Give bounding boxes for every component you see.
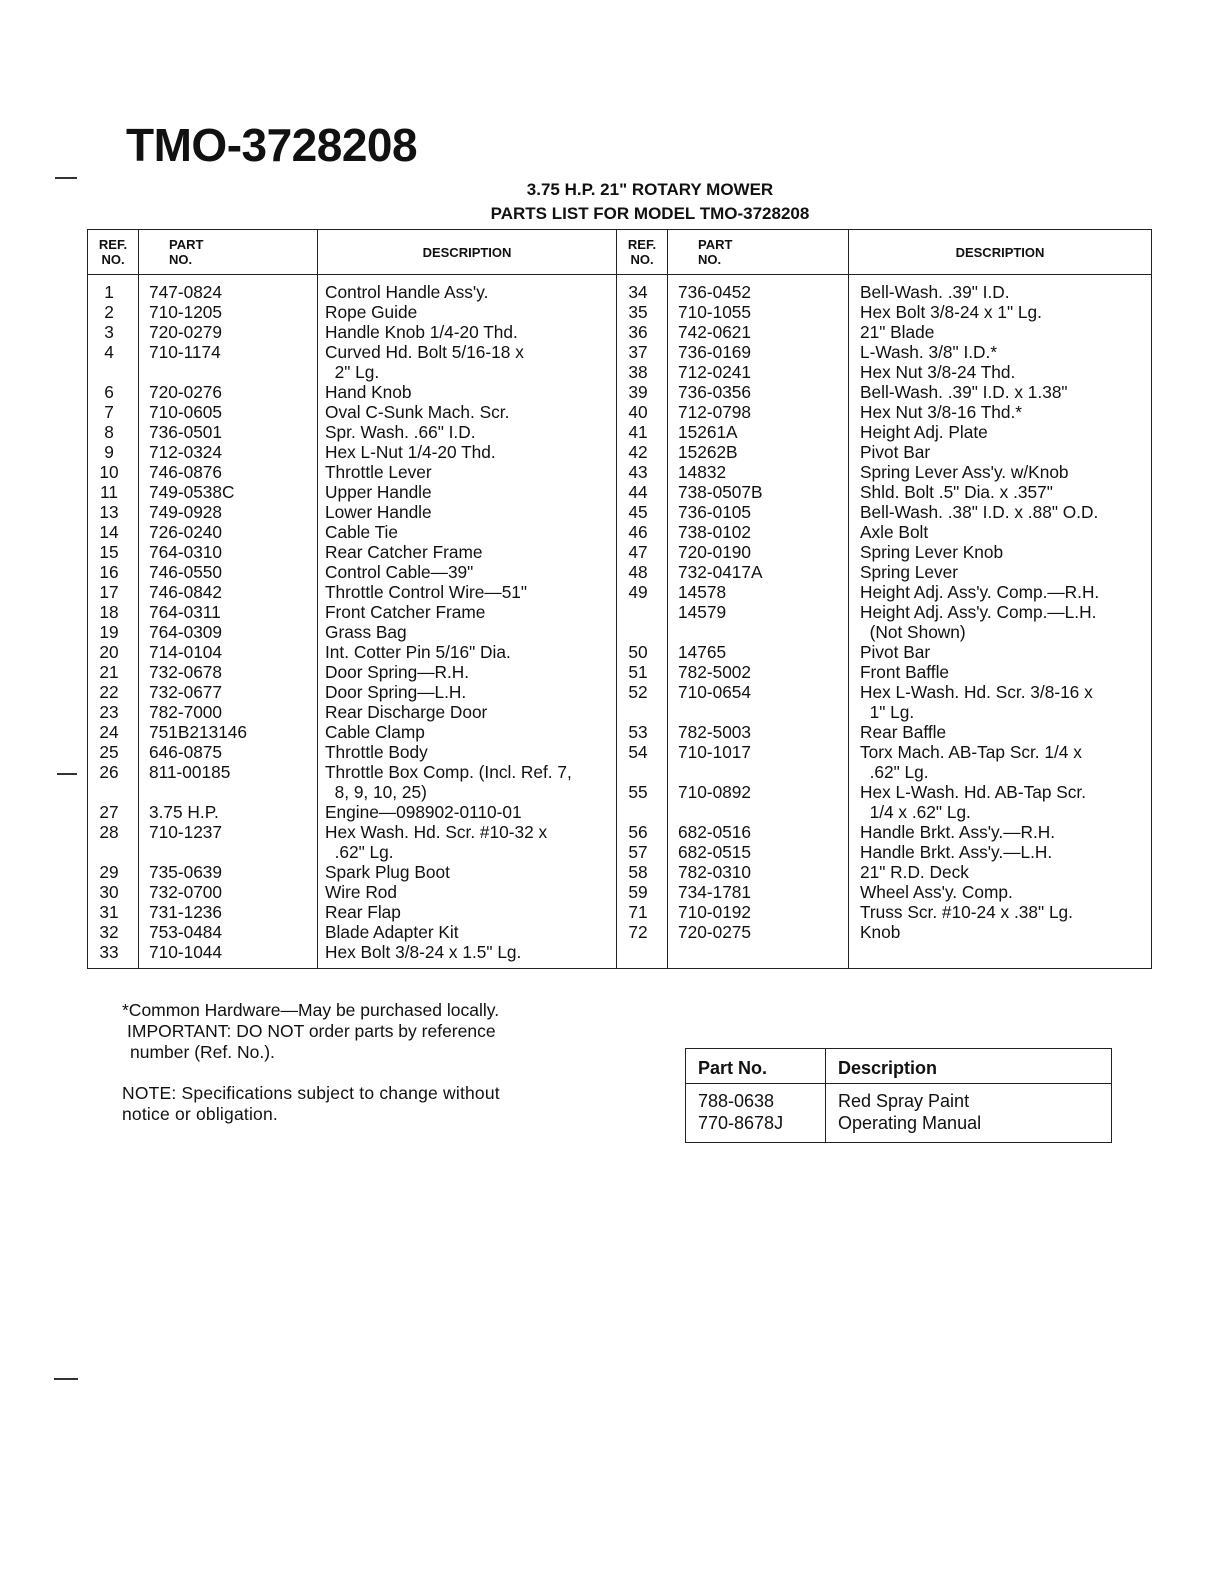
ref-no-cell: 45: [617, 502, 668, 522]
header-part-line2: NO.: [169, 252, 193, 267]
description-cell: Spring Lever: [849, 562, 1152, 582]
part-no-cell: 732-0677: [139, 682, 318, 702]
part-no-cell: [668, 702, 849, 722]
ref-no-cell: 10: [88, 462, 139, 482]
ref-no-cell: 57: [617, 842, 668, 862]
ref-no-cell: [617, 702, 668, 722]
ref-no-cell: [88, 842, 139, 862]
description-cell: Spark Plug Boot: [318, 862, 617, 882]
description-cell: (Not Shown): [849, 622, 1152, 642]
ref-no-cell: [617, 602, 668, 622]
table-row: [88, 842, 1152, 862]
note-line2: notice or obligation.: [122, 1104, 278, 1124]
description-cell: Rear Discharge Door: [318, 702, 617, 722]
description-cell: Hex Nut 3/8-24 Thd.: [849, 362, 1152, 382]
part-no-cell: 710-0892: [668, 782, 849, 802]
ref-no-cell: 13: [88, 502, 139, 522]
part-no-cell: 14832: [668, 462, 849, 482]
ref-no-cell: 37: [617, 342, 668, 362]
ref-no-cell: 47: [617, 542, 668, 562]
header-part-no: [139, 230, 318, 275]
parts-table-header: [88, 230, 1152, 275]
table-row: [88, 542, 1152, 562]
table-row: [88, 562, 1152, 582]
description-cell: Spring Lever Ass'y. w/Knob: [849, 462, 1152, 482]
part-no-cell: 682-0515: [668, 842, 849, 862]
description-cell: Handle Brkt. Ass'y.—L.H.: [849, 842, 1152, 862]
part-no-cell: 732-0700: [139, 882, 318, 902]
description-cell: Hand Knob: [318, 382, 617, 402]
table-row: [88, 722, 1152, 742]
ref-no-cell: 6: [88, 382, 139, 402]
description-cell: Lower Handle: [318, 502, 617, 522]
ref-no-cell: 11: [88, 482, 139, 502]
ref-no-cell: 23: [88, 702, 139, 722]
ref-no-cell: [617, 622, 668, 642]
part-no-cell: 736-0501: [139, 422, 318, 442]
description-cell: Door Spring—L.H.: [318, 682, 617, 702]
ref-no-cell: 35: [617, 302, 668, 322]
header-ref-line1: REF.: [98, 237, 128, 252]
part-no-cell: 811-00185: [139, 762, 318, 782]
table-row: [88, 882, 1152, 902]
part-no-cell: 735-0639: [139, 862, 318, 882]
description-cell: 2" Lg.: [318, 362, 617, 382]
description-cell: Rear Baffle: [849, 722, 1152, 742]
ref-no-cell: 41: [617, 422, 668, 442]
part-no-cell: 710-1055: [668, 302, 849, 322]
part-no-cell: 732-0417A: [668, 562, 849, 582]
description-cell: Rear Flap: [318, 902, 617, 922]
description-cell: Shld. Bolt .5" Dia. x .357": [849, 482, 1152, 502]
ref-no-cell: 18: [88, 602, 139, 622]
part-no-cell: [139, 362, 318, 382]
ref-no-cell: 44: [617, 482, 668, 502]
table-row: [88, 682, 1152, 702]
description-cell: Engine—098902-0110-01: [318, 802, 617, 822]
ref-no-cell: 43: [617, 462, 668, 482]
table-row: [88, 922, 1152, 942]
part-no-cell: 720-0275: [668, 922, 849, 942]
table-row: [88, 742, 1152, 762]
part-no-cell: 710-1174: [139, 342, 318, 362]
part-no-cell: 736-0105: [668, 502, 849, 522]
table-row: [88, 422, 1152, 442]
part-no-cell: [139, 782, 318, 802]
table-row: [88, 802, 1152, 822]
parts-list-table: [87, 229, 1152, 969]
ref-no-cell: [617, 942, 668, 969]
part-no-cell: 712-0241: [668, 362, 849, 382]
part-no-cell: 736-0356: [668, 382, 849, 402]
parts-table-body: [88, 275, 1152, 969]
ref-no-cell: 14: [88, 522, 139, 542]
part-no-cell: 747-0824: [139, 275, 318, 303]
description-cell: Throttle Lever: [318, 462, 617, 482]
ref-no-cell: 40: [617, 402, 668, 422]
table-row: [88, 942, 1152, 969]
description-cell: Bell-Wash. .39" I.D. x 1.38": [849, 382, 1152, 402]
part-no-cell: 746-0550: [139, 562, 318, 582]
important-line: IMPORTANT: DO NOT order parts by reference: [127, 1021, 496, 1041]
description-cell: Hex L-Wash. Hd. AB-Tap Scr.: [849, 782, 1152, 802]
part-no-cell: 736-0169: [668, 342, 849, 362]
extra-description-cell: Red Spray Paint: [826, 1084, 1112, 1113]
part-no-cell: 710-1044: [139, 942, 318, 969]
description-cell: [849, 942, 1152, 969]
ref-no-cell: 42: [617, 442, 668, 462]
description-cell: Blade Adapter Kit: [318, 922, 617, 942]
part-no-cell: 738-0507B: [668, 482, 849, 502]
part-no-cell: 712-0324: [139, 442, 318, 462]
ref-no-cell: 21: [88, 662, 139, 682]
part-no-cell: 14579: [668, 602, 849, 622]
description-cell: Truss Scr. #10-24 x .38" Lg.: [849, 902, 1152, 922]
description-cell: Hex Bolt 3/8-24 x 1.5" Lg.: [318, 942, 617, 969]
description-cell: Handle Brkt. Ass'y.—R.H.: [849, 822, 1152, 842]
description-cell: Cable Tie: [318, 522, 617, 542]
margin-mark: [54, 1378, 78, 1380]
ref-no-cell: 30: [88, 882, 139, 902]
part-no-cell: 732-0678: [139, 662, 318, 682]
ref-no-cell: 59: [617, 882, 668, 902]
description-cell: Hex Nut 3/8-16 Thd.*: [849, 402, 1152, 422]
part-no-cell: 14765: [668, 642, 849, 662]
description-cell: Cable Clamp: [318, 722, 617, 742]
header-part-no: [668, 230, 849, 275]
ref-no-cell: [617, 762, 668, 782]
part-no-cell: 646-0875: [139, 742, 318, 762]
extra-header-part-no: Part No.: [686, 1049, 826, 1084]
ref-no-cell: 38: [617, 362, 668, 382]
margin-mark: [57, 773, 77, 775]
ref-no-cell: 48: [617, 562, 668, 582]
description-cell: 1" Lg.: [849, 702, 1152, 722]
part-no-cell: 720-0190: [668, 542, 849, 562]
description-cell: Bell-Wash. .39" I.D.: [849, 275, 1152, 303]
ref-no-cell: [88, 782, 139, 802]
part-no-cell: 726-0240: [139, 522, 318, 542]
part-no-cell: 14578: [668, 582, 849, 602]
description-cell: .62" Lg.: [849, 762, 1152, 782]
part-no-cell: [668, 802, 849, 822]
table-row: [88, 862, 1152, 882]
common-hardware-note: [122, 1000, 582, 1063]
extra-table-body: [686, 1084, 1112, 1143]
ref-no-cell: [88, 362, 139, 382]
table-row: [88, 902, 1152, 922]
ref-no-cell: 19: [88, 622, 139, 642]
description-cell: L-Wash. 3/8" I.D.*: [849, 342, 1152, 362]
ref-no-cell: 16: [88, 562, 139, 582]
description-cell: Hex Wash. Hd. Scr. #10-32 x: [318, 822, 617, 842]
description-cell: 1/4 x .62" Lg.: [849, 802, 1152, 822]
header-ref-no: [88, 230, 139, 275]
table-row: [88, 275, 1152, 303]
description-cell: Hex Bolt 3/8-24 x 1" Lg.: [849, 302, 1152, 322]
ref-no-cell: 36: [617, 322, 668, 342]
description-cell: Throttle Control Wire—51": [318, 582, 617, 602]
subtitle-line2: PARTS LIST FOR MODEL TMO-3728208: [490, 204, 810, 223]
header-ref-line1: REF.: [627, 237, 657, 252]
description-cell: Rear Catcher Frame: [318, 542, 617, 562]
table-row: [88, 442, 1152, 462]
description-cell: Throttle Box Comp. (Incl. Ref. 7,: [318, 762, 617, 782]
description-cell: Knob: [849, 922, 1152, 942]
part-no-cell: 782-0310: [668, 862, 849, 882]
description-cell: Pivot Bar: [849, 442, 1152, 462]
part-no-cell: 764-0311: [139, 602, 318, 622]
part-no-cell: 764-0309: [139, 622, 318, 642]
table-row: [88, 702, 1152, 722]
table-row: [88, 342, 1152, 362]
part-no-cell: 682-0516: [668, 822, 849, 842]
description-cell: Torx Mach. AB-Tap Scr. 1/4 x: [849, 742, 1152, 762]
ref-no-cell: 24: [88, 722, 139, 742]
description-cell: Height Adj. Plate: [849, 422, 1152, 442]
ref-no-cell: 4: [88, 342, 139, 362]
header-part-line1: PART: [698, 237, 733, 252]
extra-table-header: [686, 1049, 1112, 1084]
subtitle-line1: 3.75 H.P. 21" ROTARY MOWER: [526, 180, 774, 199]
ref-no-cell: 1: [88, 275, 139, 303]
ref-no-cell: 26: [88, 762, 139, 782]
description-cell: Wire Rod: [318, 882, 617, 902]
description-cell: Oval C-Sunk Mach. Scr.: [318, 402, 617, 422]
table-row: [88, 822, 1152, 842]
extra-description-cell: Operating Manual: [826, 1112, 1112, 1143]
table-row: [686, 1084, 1112, 1113]
ref-no-cell: 28: [88, 822, 139, 842]
table-row: [88, 662, 1152, 682]
part-no-cell: 15261A: [668, 422, 849, 442]
part-no-cell: 749-0538C: [139, 482, 318, 502]
ref-no-cell: 49: [617, 582, 668, 602]
table-row: [88, 762, 1152, 782]
note-line1: NOTE: Specifications subject to change without: [122, 1083, 500, 1103]
description-cell: Bell-Wash. .38" I.D. x .88" O.D.: [849, 502, 1152, 522]
ref-no-cell: 27: [88, 802, 139, 822]
table-row: [88, 622, 1152, 642]
table-row: [88, 462, 1152, 482]
table-row: [88, 402, 1152, 422]
table-row: [88, 362, 1152, 382]
extra-part-no-cell: 788-0638: [686, 1084, 826, 1113]
ref-no-cell: 22: [88, 682, 139, 702]
part-no-cell: 710-0192: [668, 902, 849, 922]
description-cell: Grass Bag: [318, 622, 617, 642]
description-cell: Height Adj. Ass'y. Comp.—L.H.: [849, 602, 1152, 622]
margin-mark: [55, 177, 77, 179]
ref-no-cell: 52: [617, 682, 668, 702]
ref-no-cell: 15: [88, 542, 139, 562]
ref-no-cell: 39: [617, 382, 668, 402]
ref-no-cell: 58: [617, 862, 668, 882]
part-no-cell: 710-0654: [668, 682, 849, 702]
part-no-cell: 710-1237: [139, 822, 318, 842]
part-no-cell: 749-0928: [139, 502, 318, 522]
part-no-cell: 720-0279: [139, 322, 318, 342]
part-no-cell: 782-5003: [668, 722, 849, 742]
part-no-cell: 720-0276: [139, 382, 318, 402]
ref-no-cell: 55: [617, 782, 668, 802]
description-cell: Wheel Ass'y. Comp.: [849, 882, 1152, 902]
header-ref-no: [617, 230, 668, 275]
specifications-note: [122, 1083, 612, 1125]
description-cell: Spring Lever Knob: [849, 542, 1152, 562]
description-cell: Throttle Body: [318, 742, 617, 762]
ref-no-cell: 7: [88, 402, 139, 422]
header-ref-line2: NO.: [630, 252, 654, 267]
important-line-cont: number (Ref. No.).: [130, 1042, 275, 1062]
ref-no-cell: 25: [88, 742, 139, 762]
table-row: [88, 582, 1152, 602]
table-row: [88, 382, 1152, 402]
part-no-cell: 731-1236: [139, 902, 318, 922]
description-cell: Hex L-Wash. Hd. Scr. 3/8-16 x: [849, 682, 1152, 702]
part-no-cell: [668, 762, 849, 782]
part-no-cell: 746-0876: [139, 462, 318, 482]
ref-no-cell: 53: [617, 722, 668, 742]
description-cell: Handle Knob 1/4-20 Thd.: [318, 322, 617, 342]
model-heading: TMO-3728208: [126, 119, 418, 171]
part-no-cell: 734-1781: [668, 882, 849, 902]
ref-no-cell: 34: [617, 275, 668, 303]
part-no-cell: [668, 622, 849, 642]
header-part-line1: PART: [169, 237, 204, 252]
description-cell: Height Adj. Ass'y. Comp.—R.H.: [849, 582, 1152, 602]
part-no-cell: 710-1205: [139, 302, 318, 322]
ref-no-cell: 17: [88, 582, 139, 602]
header-ref-line2: NO.: [101, 252, 125, 267]
table-row: [88, 322, 1152, 342]
ref-no-cell: 2: [88, 302, 139, 322]
part-no-cell: 710-0605: [139, 402, 318, 422]
description-cell: Curved Hd. Bolt 5/16-18 x: [318, 342, 617, 362]
part-no-cell: 3.75 H.P.: [139, 802, 318, 822]
table-row: [686, 1112, 1112, 1143]
part-no-cell: 736-0452: [668, 275, 849, 303]
table-row: [88, 602, 1152, 622]
header-description: DESCRIPTION: [318, 230, 617, 275]
description-cell: .62" Lg.: [318, 842, 617, 862]
ref-no-cell: 20: [88, 642, 139, 662]
description-cell: Door Spring—R.H.: [318, 662, 617, 682]
ref-no-cell: 3: [88, 322, 139, 342]
description-cell: 21" Blade: [849, 322, 1152, 342]
part-no-cell: 742-0621: [668, 322, 849, 342]
part-no-cell: 751B213146: [139, 722, 318, 742]
description-cell: Rope Guide: [318, 302, 617, 322]
table-row: [88, 482, 1152, 502]
table-row: [88, 502, 1152, 522]
ref-no-cell: 71: [617, 902, 668, 922]
part-no-cell: 782-5002: [668, 662, 849, 682]
ref-no-cell: 8: [88, 422, 139, 442]
extra-header-description: Description: [826, 1049, 1112, 1084]
description-cell: Front Baffle: [849, 662, 1152, 682]
table-row: [88, 782, 1152, 802]
ref-no-cell: 9: [88, 442, 139, 462]
extra-part-no-cell: 770-8678J: [686, 1112, 826, 1143]
common-hardware-line1: *Common Hardware—May be purchased locally.: [122, 1000, 500, 1020]
ref-no-cell: 33: [88, 942, 139, 969]
part-no-cell: 710-1017: [668, 742, 849, 762]
part-no-cell: 712-0798: [668, 402, 849, 422]
ref-no-cell: 32: [88, 922, 139, 942]
part-no-cell: 746-0842: [139, 582, 318, 602]
part-no-cell: 764-0310: [139, 542, 318, 562]
description-cell: Control Cable—39": [318, 562, 617, 582]
description-cell: Upper Handle: [318, 482, 617, 502]
ref-no-cell: 50: [617, 642, 668, 662]
part-no-cell: 15262B: [668, 442, 849, 462]
table-row: [88, 642, 1152, 662]
ref-no-cell: 51: [617, 662, 668, 682]
table-row: [88, 302, 1152, 322]
part-no-cell: 714-0104: [139, 642, 318, 662]
part-no-cell: 753-0484: [139, 922, 318, 942]
description-cell: Axle Bolt: [849, 522, 1152, 542]
ref-no-cell: [617, 802, 668, 822]
part-no-cell: 782-7000: [139, 702, 318, 722]
part-no-cell: 738-0102: [668, 522, 849, 542]
description-cell: Int. Cotter Pin 5/16" Dia.: [318, 642, 617, 662]
ref-no-cell: 54: [617, 742, 668, 762]
part-no-cell: [668, 942, 849, 969]
description-cell: Spr. Wash. .66" I.D.: [318, 422, 617, 442]
part-no-cell: [139, 842, 318, 862]
ref-no-cell: 56: [617, 822, 668, 842]
description-cell: 8, 9, 10, 25): [318, 782, 617, 802]
extra-parts-table: [685, 1048, 1112, 1143]
ref-no-cell: 29: [88, 862, 139, 882]
ref-no-cell: 31: [88, 902, 139, 922]
description-cell: Front Catcher Frame: [318, 602, 617, 622]
header-description: DESCRIPTION: [849, 230, 1152, 275]
ref-no-cell: 46: [617, 522, 668, 542]
description-cell: Hex L-Nut 1/4-20 Thd.: [318, 442, 617, 462]
ref-no-cell: 72: [617, 922, 668, 942]
description-cell: Pivot Bar: [849, 642, 1152, 662]
description-cell: Control Handle Ass'y.: [318, 275, 617, 303]
header-part-line2: NO.: [698, 252, 722, 267]
description-cell: 21" R.D. Deck: [849, 862, 1152, 882]
table-row: [88, 522, 1152, 542]
